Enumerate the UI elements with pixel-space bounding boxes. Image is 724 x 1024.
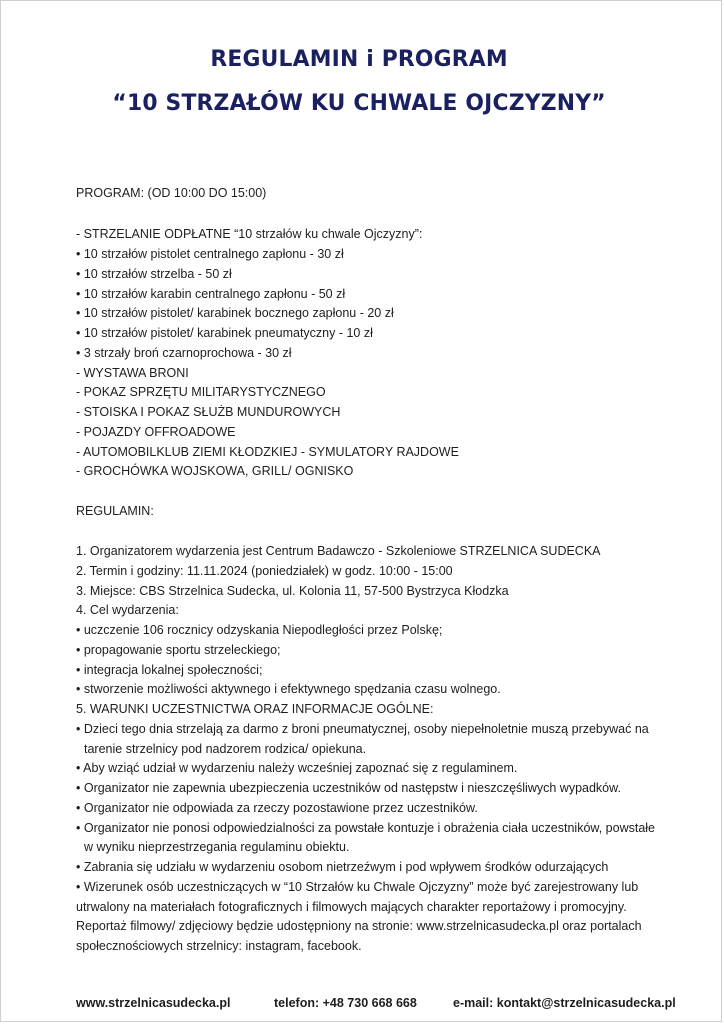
regulamin-line: w wyniku nieprzestrzegania regulaminu obiektu. <box>84 840 350 854</box>
program-item: - POKAZ SPRZĘTU MILITARYSTYCZNEGO <box>76 385 326 399</box>
footer-phone: telefon: +48 730 668 668 <box>274 996 417 1010</box>
regulamin-line: • Zabrania się udziału w wydarzeniu osobom nietrzeźwym i pod wpływem środków odurzających <box>76 860 609 874</box>
document-subtitle: “10 STRZAŁÓW KU CHWALE OJCZYZNY” <box>112 91 606 116</box>
document-title: REGULAMIN i PROGRAM <box>210 47 508 72</box>
program-item: • 10 strzałów karabin centralnego zapłonu - 50 zł <box>76 287 346 301</box>
program-item: • 3 strzały broń czarnoprochowa - 30 zł <box>76 346 292 360</box>
program-item: - STRZELANIE ODPŁATNE “10 strzałów ku chwale Ojczyzny”: <box>76 227 423 241</box>
regulamin-line: • integracja lokalnej społeczności; <box>76 663 263 677</box>
regulamin-line: • Wizerunek osób uczestniczących w “10 Strzałów ku Chwale Ojczyzny” może być zarejestrowany lub <box>76 880 639 894</box>
regulamin-header: REGULAMIN: <box>76 504 154 518</box>
regulamin-line: • Organizator nie zapewnia ubezpieczenia uczestników od następstw i nieszczęśliwych wypadków. <box>76 781 621 795</box>
regulamin-line: • stworzenie możliwości aktywnego i efektywnego spędzania czasu wolnego. <box>76 682 501 696</box>
program-item: • 10 strzałów strzelba - 50 zł <box>76 267 232 281</box>
regulamin-line: Reportaż filmowy/ zdjęciowy będzie udostępniony na stronie: www.strzelnicasudecka.pl oraz portalach <box>76 919 642 933</box>
footer-email-link[interactable]: e-mail: kontakt@strzelnicasudecka.pl <box>453 996 676 1010</box>
program-item: - STOISKA I POKAZ SŁUŻB MUNDUROWYCH <box>76 405 341 419</box>
program-item: - GROCHÓWKA WOJSKOWA, GRILL/ OGNISKO <box>76 464 354 478</box>
program-item: - AUTOMOBILKLUB ZIEMI KŁODZKIEJ - SYMULATORY RAJDOWE <box>76 445 459 459</box>
program-item: • 10 strzałów pistolet/ karabinek bocznego zapłonu - 20 zł <box>76 306 394 320</box>
regulamin-line: • Dzieci tego dnia strzelają za darmo z broni pneumatycznej, osoby niepełnoletnie muszą przebywać na <box>76 722 649 736</box>
regulamin-line: 4. Cel wydarzenia: <box>76 603 179 617</box>
regulamin-line: 2. Termin i godziny: 11.11.2024 (poniedziałek) w godz. 10:00 - 15:00 <box>76 564 453 578</box>
regulamin-line: • Aby wziąć udział w wydarzeniu należy wcześniej zapoznać się z regulaminem. <box>76 761 518 775</box>
footer-website-link[interactable]: www.strzelnicasudecka.pl <box>76 996 231 1010</box>
regulamin-line: społecznościowych strzelnicy: instagram, facebook. <box>76 939 362 953</box>
program-item: • 10 strzałów pistolet/ karabinek pneumatyczny - 10 zł <box>76 326 373 340</box>
regulamin-line: • Organizator nie ponosi odpowiedzialności za powstałe kontuzje i obrażenia ciała uczestników, powstałe <box>76 821 656 835</box>
regulamin-line: utrwalony na materiałach fotograficznych i filmowych mających charakter reportażowy i promocyjny. <box>76 900 627 914</box>
regulamin-line: • uczczenie 106 rocznicy odzyskania Niepodległości przez Polskę; <box>76 623 443 637</box>
regulamin-line: 5. WARUNKI UCZESTNICTWA ORAZ INFORMACJE OGÓLNE: <box>76 702 434 716</box>
program-header: PROGRAM: (OD 10:00 DO 15:00) <box>76 186 267 200</box>
regulamin-line: • Organizator nie odpowiada za rzeczy pozostawione przez uczestników. <box>76 801 478 815</box>
regulamin-line: 3. Miejsce: CBS Strzelnica Sudecka, ul. Kolonia 11, 57-500 Bystrzyca Kłodzka <box>76 584 509 598</box>
regulamin-line: tarenie strzelnicy pod nadzorem rodzica/ opiekuna. <box>84 742 367 756</box>
regulamin-line: • propagowanie sportu strzeleckiego; <box>76 643 281 657</box>
program-item: - POJAZDY OFFROADOWE <box>76 425 236 439</box>
program-item: • 10 strzałów pistolet centralnego zapłonu - 30 zł <box>76 247 344 261</box>
regulamin-line: 1. Organizatorem wydarzenia jest Centrum Badawczo - Szkoleniowe STRZELNICA SUDECKA <box>76 544 601 558</box>
program-item: - WYSTAWA BRONI <box>76 366 189 380</box>
